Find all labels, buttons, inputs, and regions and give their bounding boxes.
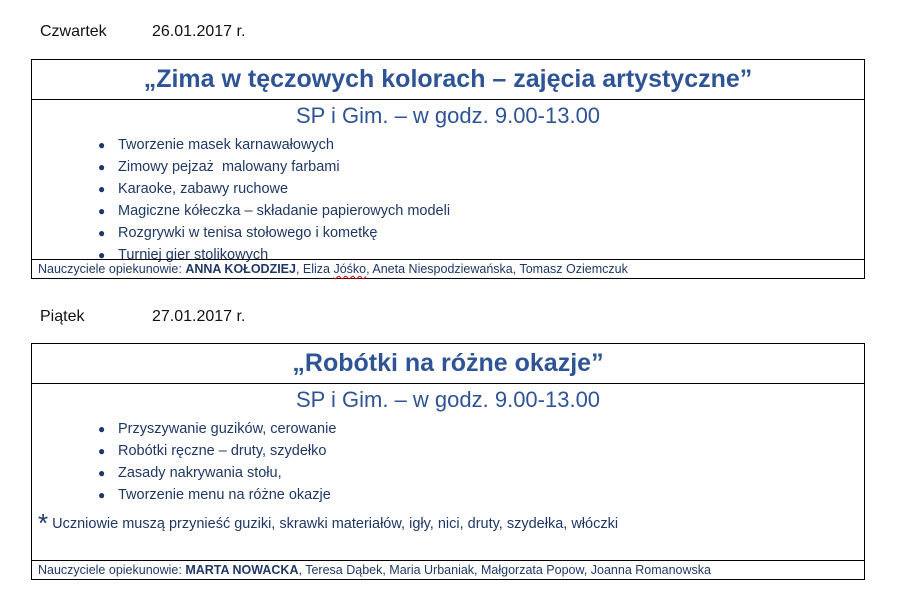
day-1-activity-list xyxy=(32,134,864,266)
bullet-icon: ● xyxy=(98,488,106,502)
day-2-note xyxy=(38,504,619,538)
day-1-heading xyxy=(40,23,246,41)
list-item: ● Zimowy pejzaż malowany farbami xyxy=(98,156,864,178)
list-item: ● Rozgrywki w tenisa stołowego i kometkę xyxy=(98,222,864,244)
day-2-heading xyxy=(40,308,246,326)
bullet-icon: ● xyxy=(98,226,106,240)
list-item: ● Turniej gier stolikowych xyxy=(98,244,864,266)
list-item: ● Zasady nakrywania stołu, xyxy=(98,462,864,484)
list-item: ● Robótki ręczne – druty, szydełko xyxy=(98,440,864,462)
day-1-date: 26.01.2017 r. xyxy=(152,23,246,40)
list-item: ● Tworzenie masek karnawałowych xyxy=(98,134,864,156)
day-1-title-row xyxy=(32,60,864,100)
bullet-icon: ● xyxy=(98,466,106,480)
bullet-icon: ● xyxy=(98,138,106,152)
bullet-icon: ● xyxy=(98,182,106,196)
list-item: ● Przyszywanie guzików, cerowanie xyxy=(98,418,864,440)
asterisk-icon: * xyxy=(38,508,49,538)
day-2-box xyxy=(31,343,865,580)
spellcheck-marked-word: Jóśko xyxy=(333,262,367,276)
day-2-teachers: Nauczyciele opiekunowie: MARTA NOWACKA, Teresa Dąbek, Maria Urbaniak, Małgorzata Popow, Joanna Romanowska xyxy=(32,560,864,579)
bullet-icon: ● xyxy=(98,204,106,218)
day-2-date: 27.01.2017 r. xyxy=(152,308,246,325)
list-item: ● Tworzenie menu na różne okazje xyxy=(98,484,864,506)
day-1-teachers: Nauczyciele opiekunowie: ANNA KOŁODZIEJ, Eliza Jóśko, Aneta Niespodziewańska, Tomasz Oziemczuk xyxy=(32,259,864,278)
bullet-icon: ● xyxy=(98,160,106,174)
bullet-icon: ● xyxy=(98,248,106,262)
day-2-title-row xyxy=(32,344,864,384)
day-1-title: „Zima w tęczowych kolorach – zajęcia artystyczne” xyxy=(143,65,753,93)
day-1-box xyxy=(31,59,865,279)
bullet-icon: ● xyxy=(98,444,106,458)
bullet-icon: ● xyxy=(98,422,106,436)
day-1-subtitle: SP i Gim. – w godz. 9.00-13.00 xyxy=(295,103,601,128)
day-2-subtitle: SP i Gim. – w godz. 9.00-13.00 xyxy=(295,387,601,412)
day-2-weekday: Piątek xyxy=(40,308,85,325)
list-item: ● Magiczne kółeczka – składanie papierowych modeli xyxy=(98,200,864,222)
day-1-weekday: Czwartek xyxy=(40,23,107,40)
list-item: ● Karaoke, zabawy ruchowe xyxy=(98,178,864,200)
day-2-note-text: Uczniowie muszą przynieść guziki, skrawki materiałów, igły, nici, druty, szydełka, włóczki xyxy=(52,516,619,532)
day-2-title: „Robótki na różne okazje” xyxy=(292,349,604,377)
day-2-activity-list xyxy=(32,418,864,506)
day-2-lead-teacher: MARTA NOWACKA xyxy=(185,563,299,577)
day-1-lead-teacher: ANNA KOŁODZIEJ xyxy=(185,262,296,276)
